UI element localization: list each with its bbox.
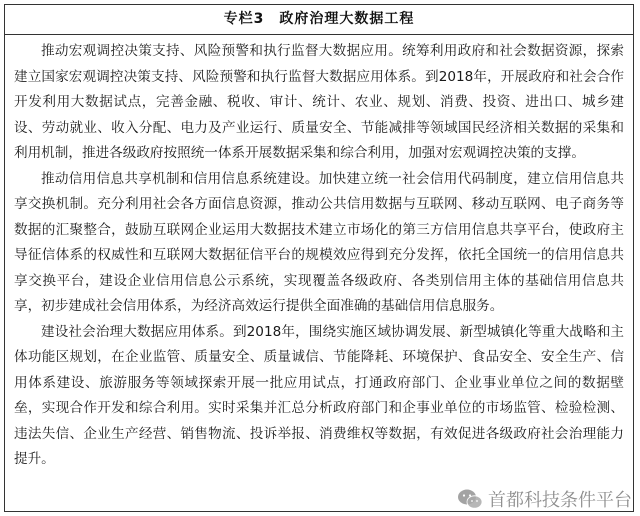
paragraph-social-governance: 建设社会治理大数据应用体系。到2018年，围绕实施区域协调发展、新型城镇化等重大战略和主体功能区规划，在企业监管、质量安全、质量诚信、节能降耗、环境保护、食品安全、安全生产、信用体系建设、旅游服务等领域探索开展一批应用试点，打通政府部门、企业事业单位之间的数据壁垒，实现合作开发和综合利用。实时采集并汇总分析政府部门和企事业单位的市场监管、检验检测、违法失信、企业生产经营、销售物流、投诉举报、消费维权等数据，有效促进各级政府社会治理能力提升。: [14, 323, 624, 467]
watermark-text: 首都科技条件平台: [488, 490, 632, 511]
paragraph-macro-control: 推动宏观调控决策支持、风险预警和执行监督大数据应用。统筹利用政府和社会数据资源，探索建立国家宏观调控决策支持、风险预警和执行监督大数据应用体系。到2018年，开展政府和社会合作开发利用大数据试点，完善金融、税收、审计、统计、农业、规划、消费、投资、进出口、城乡建设、劳动就业、收入分配、电力及产业运行、质量安全、节能减排等领域国民经济相关数据的采集和利用机制，推进各级政府按照统一体系开展数据采集和综合利用，加强对宏观调控决策的支撑。: [14, 43, 624, 161]
panel-title: 专栏3 政府治理大数据工程: [5, 5, 633, 35]
paragraph-credit-info: 推动信用信息共享机制和信用信息系统建设。加快建立统一社会信用代码制度，建立信用信息共享交换机制。充分利用社会各方面信息资源，推动公共信用数据与互联网、移动互联网、电子商务等数据的汇聚整合，鼓励互联网企业运用大数据技术建立市场化的第三方信用信息共享平台，使政府主导征信体系的权威性和互联网大数据征信平台的规模效应得到充分发挥，依托全国统一的信用信息共享交换平台，建设企业信用信息公示系统，实现覆盖各级政府、各类别信用主体的基础信用信息共享，初步建成社会信用体系，为经济高效运行提供全面准确的基础信用信息服务。: [14, 170, 624, 314]
panel-content: [5, 35, 633, 473]
special-column-panel: [4, 4, 634, 512]
